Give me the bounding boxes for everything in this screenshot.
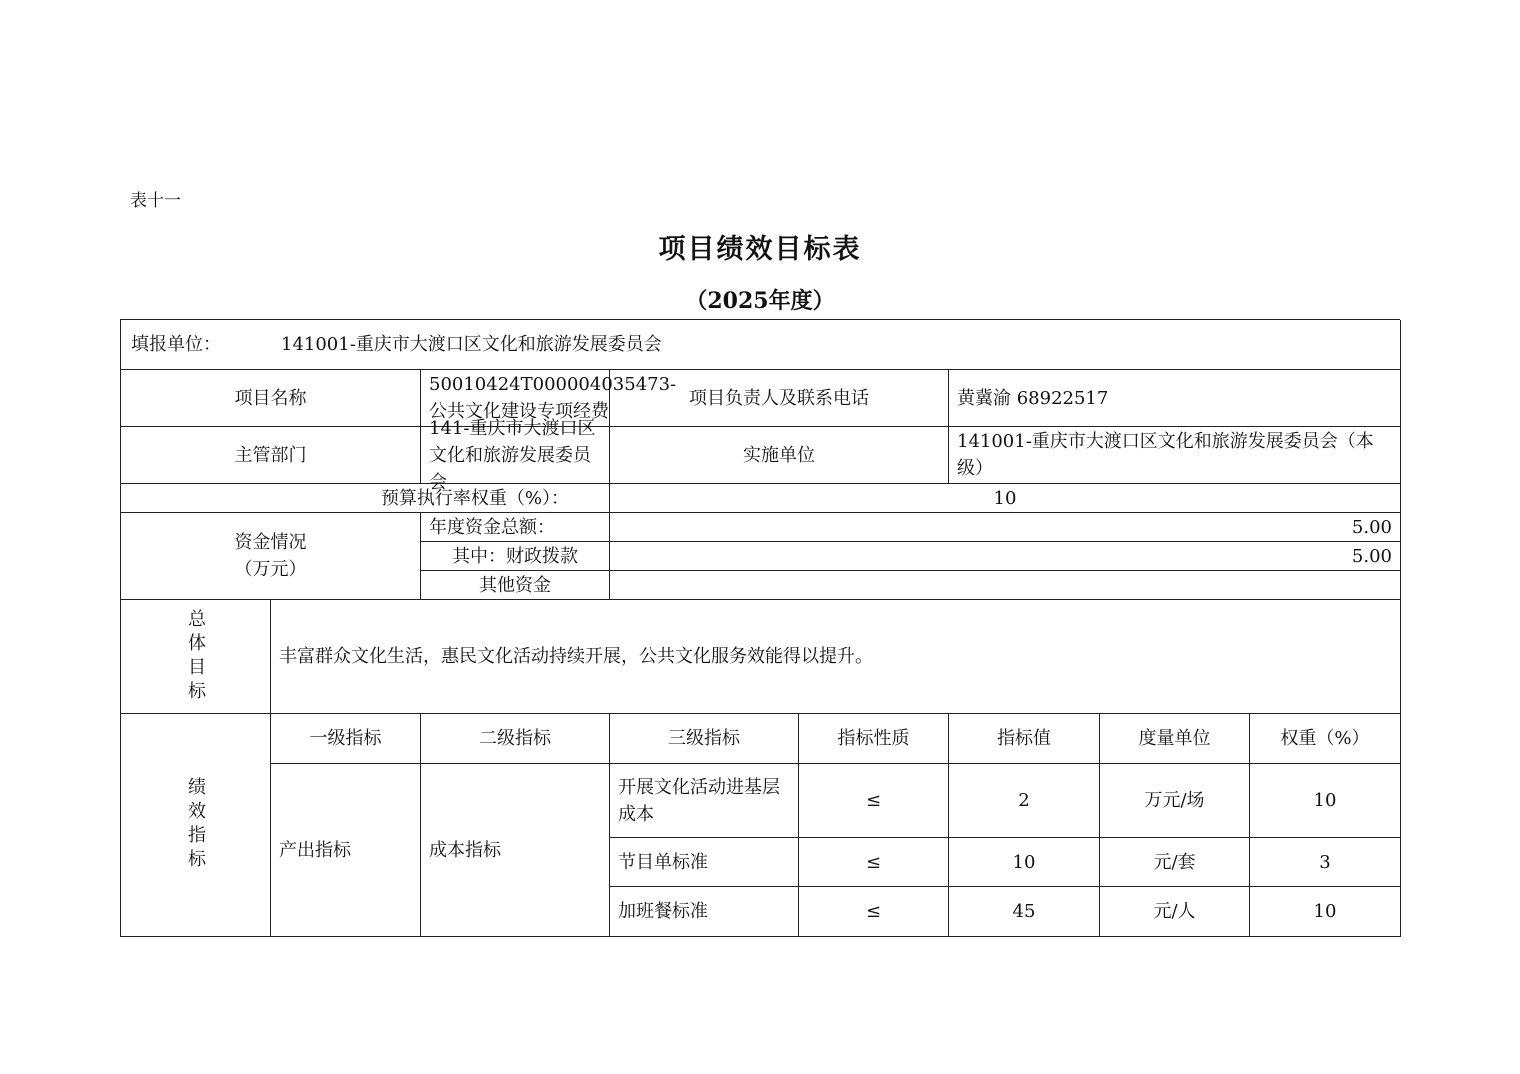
table-row-value: 10 — [949, 838, 1100, 887]
table-row-nature: ≤ — [799, 838, 949, 887]
funds-other-value — [610, 571, 1401, 600]
funds-total-label: 年度资金总额： — [421, 513, 610, 542]
project-name-value: 50010424T000004035473-公共文化建设专项经费 — [421, 370, 610, 427]
overall-goal-text: 丰富群众文化生活，惠民文化活动持续开展，公共文化服务效能得以提升。 — [271, 600, 1401, 714]
page-title: 项目绩效目标表 — [658, 234, 862, 265]
funds-other-label: 其他资金 — [421, 571, 610, 600]
table-row-name: 节目单标准 — [610, 838, 799, 887]
header-value: 指标值 — [949, 714, 1100, 764]
implementing-unit-label: 实施单位 — [610, 427, 949, 484]
header-nature: 指标性质 — [799, 714, 949, 764]
header-unit: 度量单位 — [1100, 714, 1250, 764]
table-row-name: 加班餐标准 — [610, 887, 799, 937]
table-row-nature: ≤ — [799, 887, 949, 937]
header-weight: 权重（%） — [1250, 714, 1401, 764]
level1-output: 产出指标 — [271, 764, 421, 937]
supervising-dept-value: 141-重庆市大渡口区文化和旅游发展委员会 — [421, 427, 610, 484]
table-row-unit: 万元/场 — [1100, 764, 1250, 838]
funds-total-value: 5.00 — [610, 513, 1401, 542]
reporting-unit-label: 填报单位： — [131, 334, 221, 355]
funds-label: 资金情况 （万元） — [121, 513, 421, 600]
header-level3: 三级指标 — [610, 714, 799, 764]
performance-target-table — [120, 319, 1400, 937]
overall-goal-label: 总体目标 — [121, 600, 271, 714]
budget-weight-value: 10 — [610, 484, 1401, 513]
table-row-name: 开展文化活动进基层成本 — [610, 764, 799, 838]
year-subtitle: （2025年度） — [685, 288, 835, 314]
funds-fiscal-value: 5.00 — [610, 542, 1401, 571]
implementing-unit-value: 141001-重庆市大渡口区文化和旅游发展委员会（本级） — [949, 427, 1401, 484]
funds-fiscal-label: 其中：财政拨款 — [421, 542, 610, 571]
reporting-unit-value: 141001-重庆市大渡口区文化和旅游发展委员会 — [281, 334, 662, 355]
budget-weight-label: 预算执行率权重（%）： — [121, 484, 610, 513]
table-row-weight: 10 — [1250, 887, 1401, 937]
supervising-dept-label: 主管部门 — [121, 427, 421, 484]
project-contact-label: 项目负责人及联系电话 — [610, 370, 949, 427]
table-row-value: 2 — [949, 764, 1100, 838]
table-row-weight: 3 — [1250, 838, 1401, 887]
project-name-label: 项目名称 — [121, 370, 421, 427]
level2-cost: 成本指标 — [421, 764, 610, 937]
table-row-nature: ≤ — [799, 764, 949, 838]
project-contact-value: 黄冀渝 68922517 — [949, 370, 1401, 427]
table-row-unit: 元/人 — [1100, 887, 1250, 937]
table-row-weight: 10 — [1250, 764, 1401, 838]
reporting-unit-row — [121, 320, 1401, 370]
header-level1: 一级指标 — [271, 714, 421, 764]
table-label: 表十一 — [130, 191, 181, 211]
table-row-unit: 元/套 — [1100, 838, 1250, 887]
performance-indicators-label: 绩效指标 — [121, 714, 271, 937]
header-level2: 二级指标 — [421, 714, 610, 764]
table-row-value: 45 — [949, 887, 1100, 937]
